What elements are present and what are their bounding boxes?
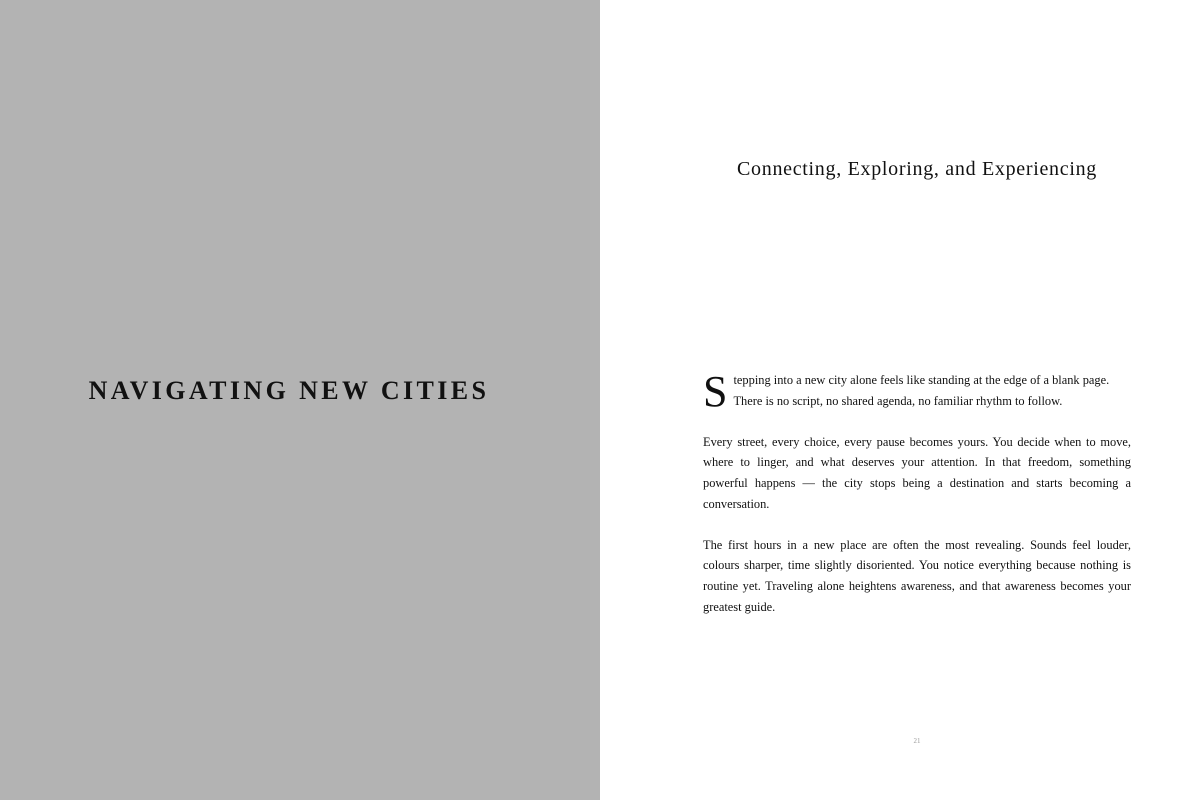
section-heading: Connecting, Exploring, and Experiencing [737,158,1097,180]
paragraph-1-text: tepping into a new city alone feels like standing at the edge of a blank page. There is no script, no shared agenda, no familiar rhythm to follow. [733,373,1110,408]
drop-cap: S [703,367,728,416]
chapter-title: NAVIGATING NEW CITIES [88,376,490,405]
page-number: 21 [913,737,921,745]
right-page [600,0,1200,800]
body-text [703,367,1131,638]
paragraph-2: Every street, every choice, every pause becomes yours. You decide when to move, where to linger, and what deserves your attention. In that freedom, something powerful happens — the city stops being a destination and starts becoming a conversation. [703,434,1131,511]
paragraph-1 [703,367,1131,416]
paragraph-3: The first hours in a new place are often the most revealing. Sounds feel louder, colours sharper, time slightly disoriented. You notice everything because nothing is routine yet. Traveling alone heightens awareness, and that awareness becomes your greatest guide. [703,537,1131,614]
